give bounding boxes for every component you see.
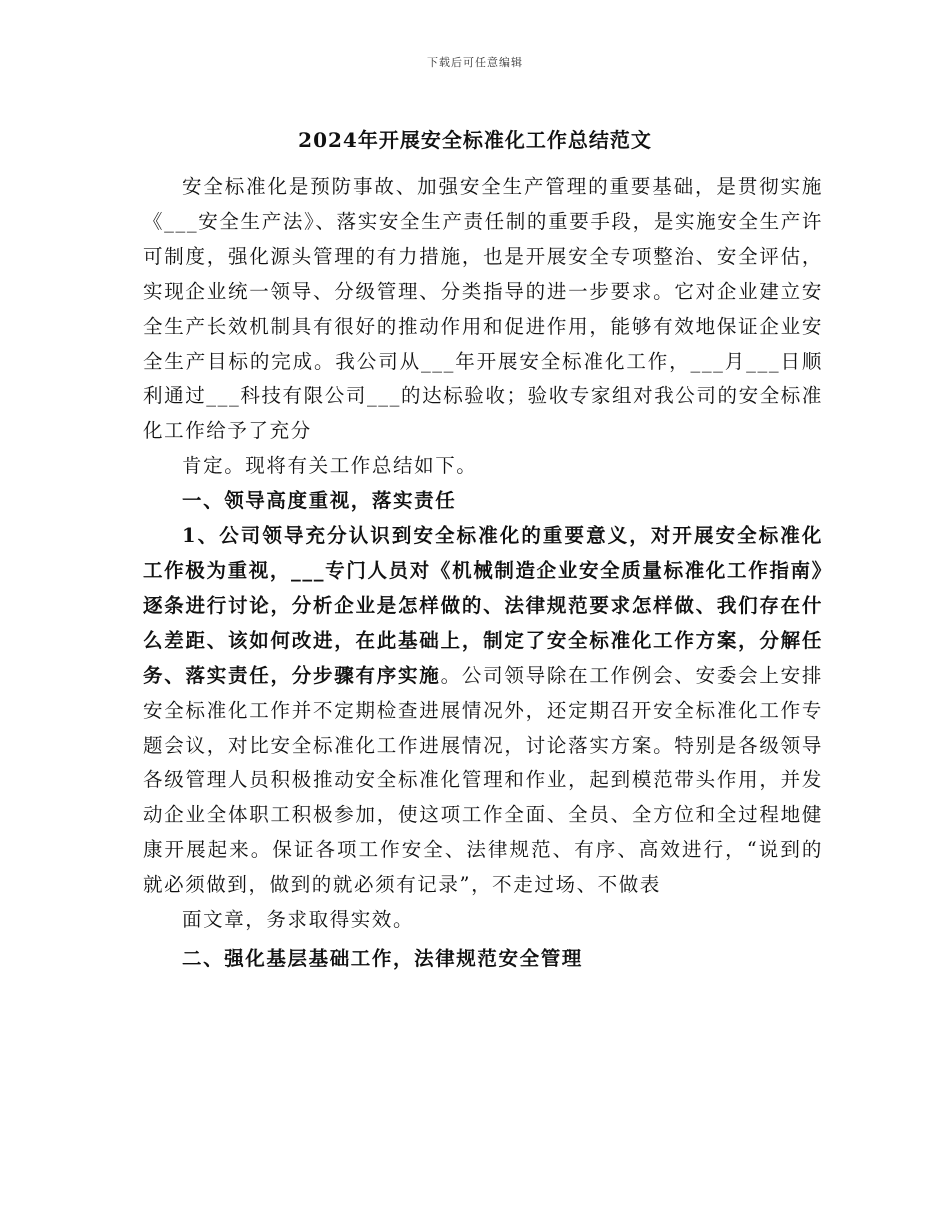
section-1-paragraph xyxy=(143,519,823,903)
document-body xyxy=(143,170,823,977)
section-1-bold-text: 1、公司领导充分认识到安全标准化的重要意义，对开展安全标准化工作极为重视，___专门人员对《机械制造企业安全质量标准化工作指南》逐条进行讨论，分析企业是怎样做的、法律规范要求怎样做、我们存在什么差距、该如何改进，在此基础上，制定了安全标准化工作方案，分解任务、落实责任，分步骤有序实施 xyxy=(143,524,823,687)
section-1-continuation: 面文章，务求取得实效。 xyxy=(182,908,415,932)
document-title: 2024年开展安全标准化工作总结范文 xyxy=(298,128,652,152)
section-heading-1: 一、领导高度重视，落实责任 xyxy=(182,489,457,513)
section-1-regular-text: 。公司领导除在工作例会、安委会上安排安全标准化工作并不定期检查进展情况外，还定期召开安全标准化工作专题会议，对比安全标准化工作进展情况，讨论落实方案。特别是各级领导各级管理人员积极推动安全标准化管理和作业，起到模范带头作用，并发动企业全体职工积极参加，使这项工作全面、全员、全方位和全过程地健康开展起来。保证各项工作安全、法律规范、有序、高效进行，“说到的就必须做到，做到的就必须有记录”，不走过场、不做表 xyxy=(143,663,823,897)
intro-paragraph: 安全标准化是预防事故、加强安全生产管理的重要基础，是贯彻实施《___安全生产法》、落实安全生产责任制的重要手段，是实施安全生产许可制度，强化源头管理的有力措施，也是开展安全专项整治、安全评估，实现企业统一领导、分级管理、分类指导的进一步要求。它对企业建立安全生产长效机制具有很好的推动作用和促进作用，能够有效地保证企业安全生产目标的完成。我公司从___年开展安全标准化工作，___月___日顺利通过___科技有限公司___的达标验收；验收专家组对我公司的安全标准化工作给予了充分 xyxy=(143,175,824,443)
header-note: 下载后可任意编辑 xyxy=(427,56,523,69)
intro-continuation: 肯定。现将有关工作总结如下。 xyxy=(182,454,478,478)
section-heading-2: 二、强化基层基础工作，法律规范安全管理 xyxy=(182,946,583,970)
